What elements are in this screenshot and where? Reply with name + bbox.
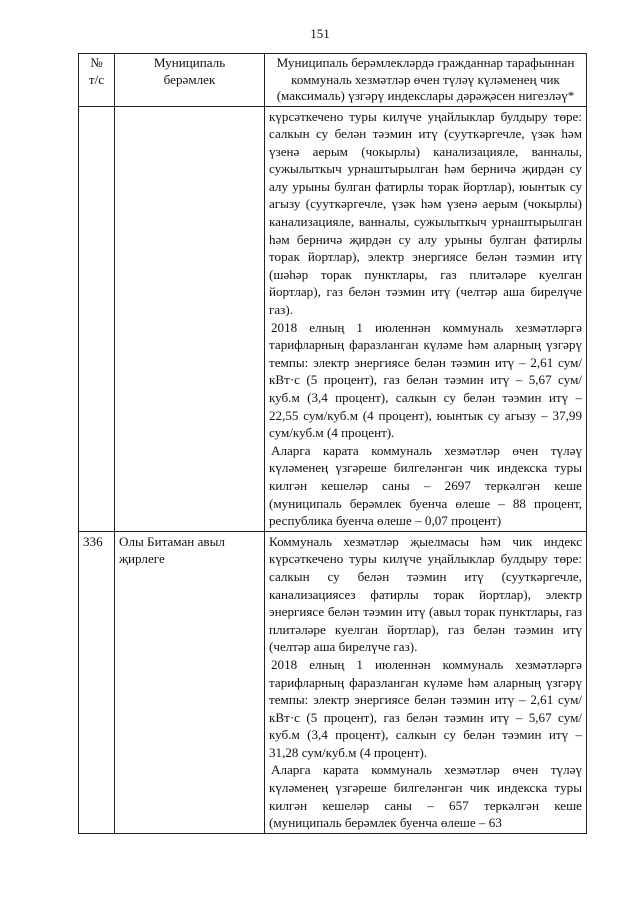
page-number: 151 bbox=[310, 26, 330, 41]
paragraph: 2018 елның 1 июленнән коммуналь хезмәтләргә тарифларның фаразланган күләме һәм аларның үзгәрү темпы: электр энергиясе белән тәэмин итү – 2,61 сум/кВт·с (5 процент), газ белән тәэмин итү – 5,67 сум/куб.м (3,4 процент), салкын су белән тәэмин итү – 22,55 сум/куб.м (4 процент), юынтык су агызу – 37,99 сум/куб.м (4 процент). bbox=[269, 319, 582, 441]
table-header-row bbox=[79, 54, 587, 107]
paragraph: Аларга карата коммуналь хезмәтләр өчен түләү күләменең үзгәреше билгеләнгән чик индекска туры килгән кешеләр саны – 2697 теркәлгән кеше (муниципаль берәмлек буенча өлеше – 88 процент, республика буенча өлеше – 0,07 процент) bbox=[269, 442, 582, 529]
table-row bbox=[79, 106, 587, 531]
row-municipality: Олы Битаман авыл җирлеге bbox=[115, 531, 265, 833]
paragraph: Коммуналь хезмәтләр җыелмасы һәм чик индекс күрсәткечено туры килүче уңайлыклар булдыру төре: салкын су белән тәэмин итү (сууткәргечле, канализациясез фатирлы торак йортлар), электр энергиясе белән тәэмин итү (авыл торак пунктлары, газ плитәләре куелган йортлар), газ белән тәэмин итү (челтәр аша бирелүче газ). bbox=[269, 533, 582, 655]
paragraph: 2018 елның 1 июленнән коммуналь хезмәтләргә тарифларның фаразланган күләме һәм аларның үзгәрү темпы: электр энергиясе белән тәэмин итү – 2,61 сум/кВт·с (5 процент), газ белән тәэмин итү – 5,67 сум/куб.м (3,4 процент), салкын су белән тәэмин итү – 31,28 сум/куб.м (4 процент). bbox=[269, 656, 582, 760]
header-number-text: № т/с bbox=[88, 55, 105, 87]
row-number bbox=[79, 106, 115, 531]
table-row bbox=[79, 531, 587, 833]
header-description bbox=[265, 54, 587, 107]
row-municipality bbox=[115, 106, 265, 531]
header-number bbox=[79, 54, 115, 107]
paragraph: күрсәткечено туры килүче уңайлыклар булдыру төре: салкын су белән тәэмин итү (сууткәргечле, үзәк һәм үзенә аерым (чокырлы) канализацияле, ванналы, сужылыткыч урнаштырылган һәм берничә җирдән су алу урыны булган фатирлы торак йортлар), юынтык су агызу (сууткәргечле, үзәк һәм үзенә аерым (чокырлы) канализацияле, ванналы, сужылыткыч урнаштырылган һәм берничә җирдән су алу урыны булган фатирлы торак йортлар), электр энергиясе белән тәэмин итү (шәһәр торак пунктлары, газ плитәләре куелган йортлар), газ белән тәэмин итү (челтәр аша бирелүче газ). bbox=[269, 108, 582, 318]
header-description-text: Муниципаль берәмлекләрдә гражданнар тарафыннан коммуналь хезмәтләр өчен түләү күләменең чик (максималь) үзгәрү индекслары дәрәҗәсен нигезләү* bbox=[276, 55, 575, 103]
row-number: 336 bbox=[79, 531, 115, 833]
document-table bbox=[78, 53, 587, 834]
paragraph: Аларга карата коммуналь хезмәтләр өчен түләү күләменең үзгәреше билгеләнгән чик индекска туры килгән кешеләр саны – 657 теркәлгән кеше (муниципаль берәмлек буенча өлеше – 63 bbox=[269, 762, 582, 831]
header-municipality-text: Муниципаль берәмлек bbox=[153, 55, 226, 87]
row-description bbox=[265, 531, 587, 833]
row-description bbox=[265, 106, 587, 531]
header-municipality bbox=[115, 54, 265, 107]
